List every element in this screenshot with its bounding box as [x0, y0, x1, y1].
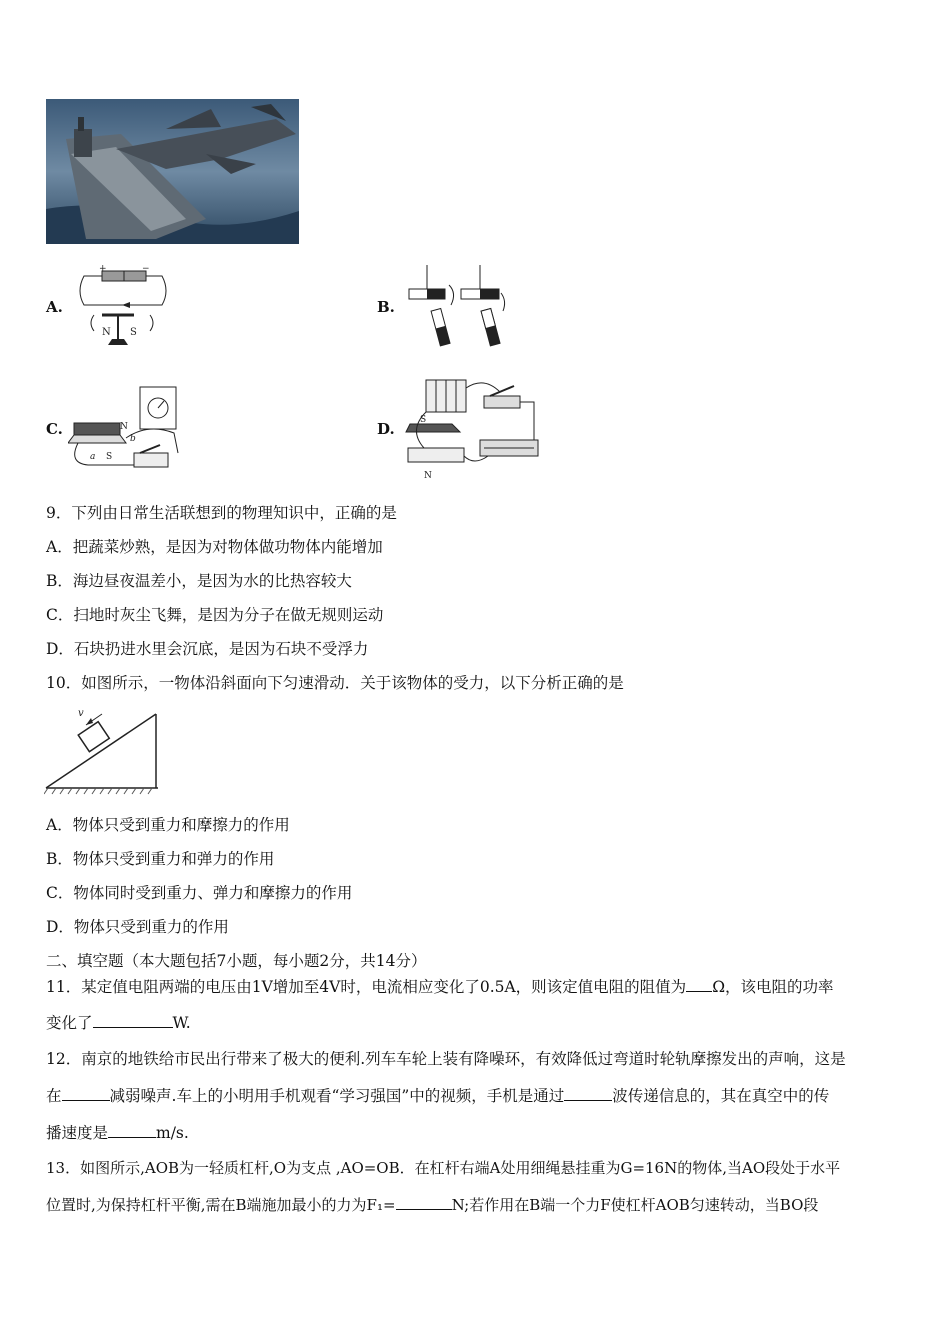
q13-text-2b: N;若作用在B端一个力F使杠杆AOB匀速转动，当BO段 — [451, 1196, 819, 1214]
option-c-label: C. — [46, 420, 63, 438]
a-s-label: S — [130, 327, 137, 338]
q12-line-2 — [46, 1086, 829, 1106]
c-s-label: S — [106, 452, 113, 462]
option-b-label: B. — [377, 298, 395, 316]
q12-text-2a: 在 — [46, 1087, 62, 1105]
q12-text-2c: 波传递信息的，其在真空中的传 — [612, 1087, 830, 1105]
incline-velocity-label: v — [78, 708, 84, 719]
q12-text-3a: 播速度是 — [46, 1124, 109, 1142]
c-a-label: a — [90, 452, 96, 462]
option-a-label: A. — [46, 298, 63, 316]
q11-text-2b: W. — [172, 1014, 191, 1032]
a-plus-sign: + — [99, 264, 107, 274]
figure-a-coil-compass — [72, 263, 172, 353]
a-minus-sign: − — [142, 264, 150, 274]
q12-line-3 — [46, 1123, 189, 1143]
q9-option-b: B．海边昼夜温差小，是因为水的比热容较大 — [46, 572, 352, 590]
d-n-label: N — [424, 471, 432, 481]
q9-option-d: D．石块扔进水里会沉底，是因为石块不受浮力 — [46, 640, 369, 658]
aircraft-carrier-photo — [46, 99, 299, 244]
q10-option-b: B．物体只受到重力和弹力的作用 — [46, 850, 275, 868]
q10-option-c: C．物体同时受到重力、弹力和摩擦力的作用 — [46, 884, 353, 902]
q10-option-a: A．物体只受到重力和摩擦力的作用 — [46, 816, 290, 834]
q13-text-2a: 位置时,为保持杠杆平衡,需在B端施加最小的力为F₁= — [46, 1196, 396, 1214]
q12-blank-speed[interactable] — [108, 1123, 156, 1138]
q13-line-1: 13．如图所示,AOB为一轻质杠杆,O为支点 ,AO=OB．在杠杆右端A处用细绳悬挂重为G=16N的物体,当AO段处于水平 — [46, 1159, 841, 1177]
figure-c-generator — [68, 383, 188, 475]
q12-text-2b: 减弱噪声.车上的小明用手机观看“学习强国”中的视频，手机是通过 — [109, 1087, 565, 1105]
q10-stem: 10．如图所示，一物体沿斜面向下匀速滑动．关于该物体的受力，以下分析正确的是 — [46, 674, 624, 692]
q12-text-3b: m/s. — [156, 1124, 189, 1142]
d-s-label: S — [420, 415, 427, 425]
q11-blank-power[interactable] — [93, 1013, 173, 1028]
figure-b-magnets — [403, 263, 523, 348]
q11-line-1 — [46, 977, 834, 997]
q9-option-a: A．把蔬菜炒熟，是因为对物体做功物体内能增加 — [46, 538, 383, 556]
q12-blank-location[interactable] — [62, 1086, 110, 1101]
c-n-label: N — [120, 422, 128, 432]
q11-blank-resistance[interactable] — [686, 977, 712, 992]
q13-line-2 — [46, 1195, 818, 1215]
q11-line-2 — [46, 1013, 191, 1033]
q9-stem: 9．下列由日常生活联想到的物理知识中，正确的是 — [46, 504, 397, 522]
q9-option-c: C．扫地时灰尘飞舞，是因为分子在做无规则运动 — [46, 606, 384, 624]
q11-text-2a: 变化了 — [46, 1014, 93, 1032]
q10-option-d: D．物体只受到重力的作用 — [46, 918, 229, 936]
a-n-label: N — [102, 327, 111, 338]
incline-figure — [44, 704, 162, 796]
figure-d-circuit — [404, 370, 544, 482]
option-d-label: D. — [377, 420, 395, 438]
c-b-label: b — [130, 434, 136, 444]
q13-blank-force[interactable] — [396, 1195, 452, 1210]
q12-line-1: 12．南京的地铁给市民出行带来了极大的便利.列车车轮上装有降噪环，有效降低过弯道时轮轨摩擦发出的声响，这是 — [46, 1050, 846, 1068]
q12-blank-wave[interactable] — [564, 1086, 612, 1101]
q11-text-1b: Ω，该电阻的功率 — [712, 978, 834, 996]
q11-text-1a: 11．某定值电阻两端的电压由1V增加至4V时，电流相应变化了0.5A，则该定值电阻的阻值为 — [46, 978, 687, 996]
section-2-heading: 二、填空题（本大题包括7小题，每小题2分，共14分） — [46, 952, 427, 970]
